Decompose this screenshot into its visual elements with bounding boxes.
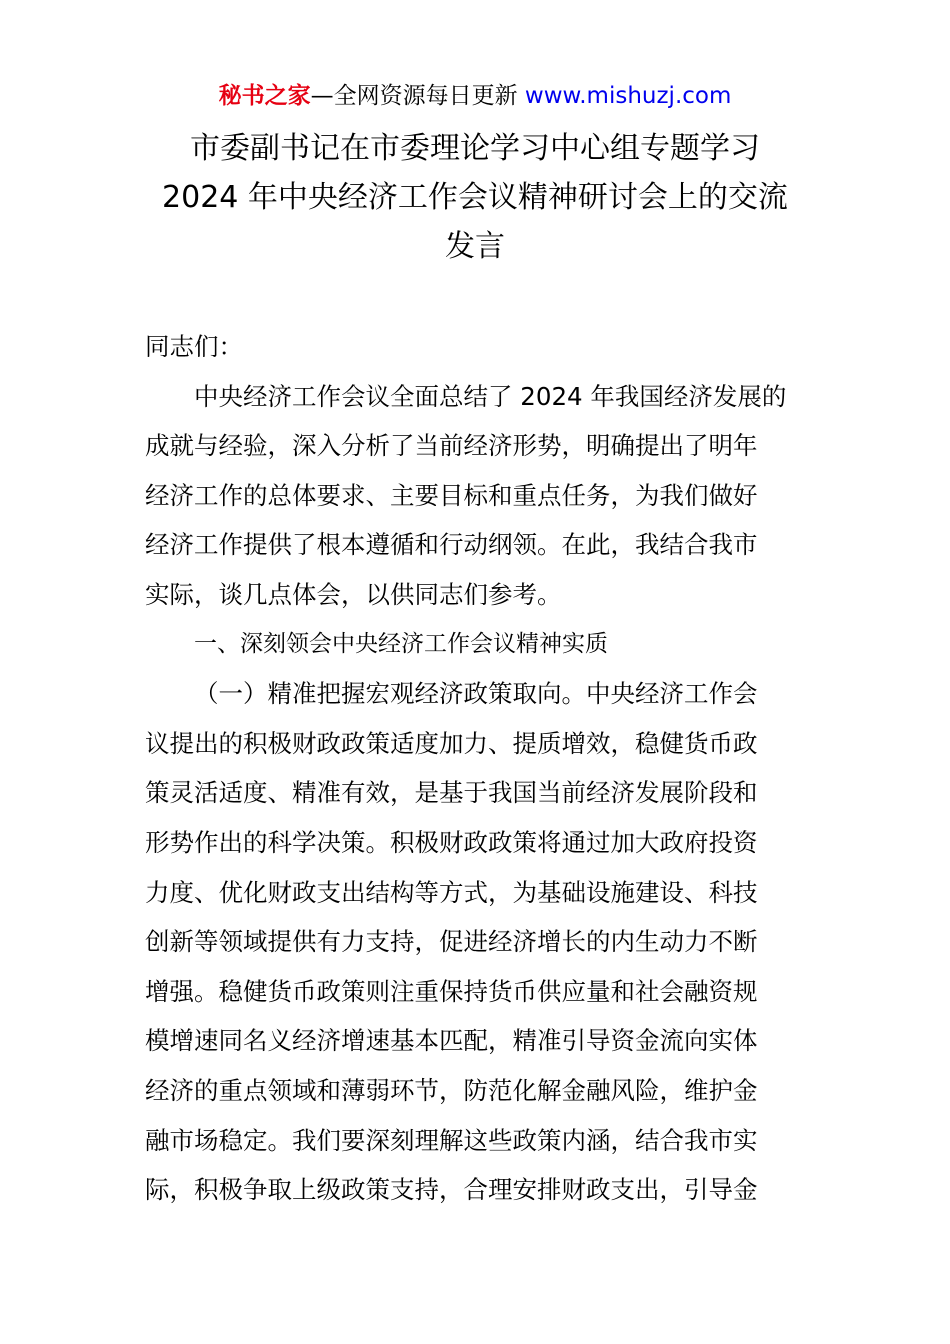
watermark-brand: 秘书之家 <box>218 83 311 109</box>
document-title <box>100 124 850 271</box>
document-body <box>145 322 815 1215</box>
paragraph-line: 际，积极争取上级政策支持，合理安排财政支出，引导金 <box>145 1175 758 1205</box>
section-heading: 一、深刻领会中央经济工作会议精神实质 <box>194 630 608 657</box>
paragraph-line: 成就与经验，深入分析了当前经济形势，明确提出了明年 <box>145 431 758 461</box>
paragraph-line: 经济工作的总体要求、主要目标和重点任务，为我们做好 <box>145 480 758 510</box>
paragraph-line: 实际，谈几点体会，以供同志们参考。 <box>145 579 562 609</box>
paragraph-line: 融市场稳定。我们要深刻理解这些政策内涵，结合我市实 <box>145 1125 758 1155</box>
paragraph-line: 模增速同名义经济增速基本匹配，精准引导资金流向实体 <box>145 1026 758 1056</box>
salutation: 同志们： <box>145 332 243 361</box>
watermark-tagline: —全网资源每日更新 <box>310 83 525 109</box>
watermark-header <box>0 80 950 112</box>
paragraph-line: 中央经济工作会议全面总结了 2024 年我国经济发展的 <box>194 381 787 411</box>
paragraph-line: 力度、优化财政支出结构等方式，为基础设施建设、科技 <box>145 877 758 907</box>
paragraph-line: 议提出的积极财政政策适度加力、提质增效，稳健货币政 <box>145 728 758 758</box>
paragraph-line: 形势作出的科学决策。积极财政政策将通过加大政府投资 <box>145 827 758 857</box>
title-line-3: 发言 <box>445 229 505 264</box>
watermark-url-link[interactable]: www.mishuzj.com <box>524 83 732 109</box>
title-line-2: 2024 年中央经济工作会议精神研讨会上的交流 <box>162 180 788 215</box>
paragraph-line: 创新等领域提供有力支持，促进经济增长的内生动力不断 <box>145 927 758 957</box>
paragraph-line: 经济的重点领域和薄弱环节，防范化解金融风险，维护金 <box>145 1075 758 1105</box>
paragraph-line: 增强。稳健货币政策则注重保持货币供应量和社会融资规 <box>145 976 758 1006</box>
title-line-1: 市委副书记在市委理论学习中心组专题学习 <box>190 131 760 166</box>
paragraph-line: 经济工作提供了根本遵循和行动纲领。在此，我结合我市 <box>145 530 758 560</box>
paragraph-line: （一）精准把握宏观经济政策取向。中央经济工作会 <box>194 679 758 709</box>
paragraph-line: 策灵活适度、精准有效，是基于我国当前经济发展阶段和 <box>145 778 758 808</box>
